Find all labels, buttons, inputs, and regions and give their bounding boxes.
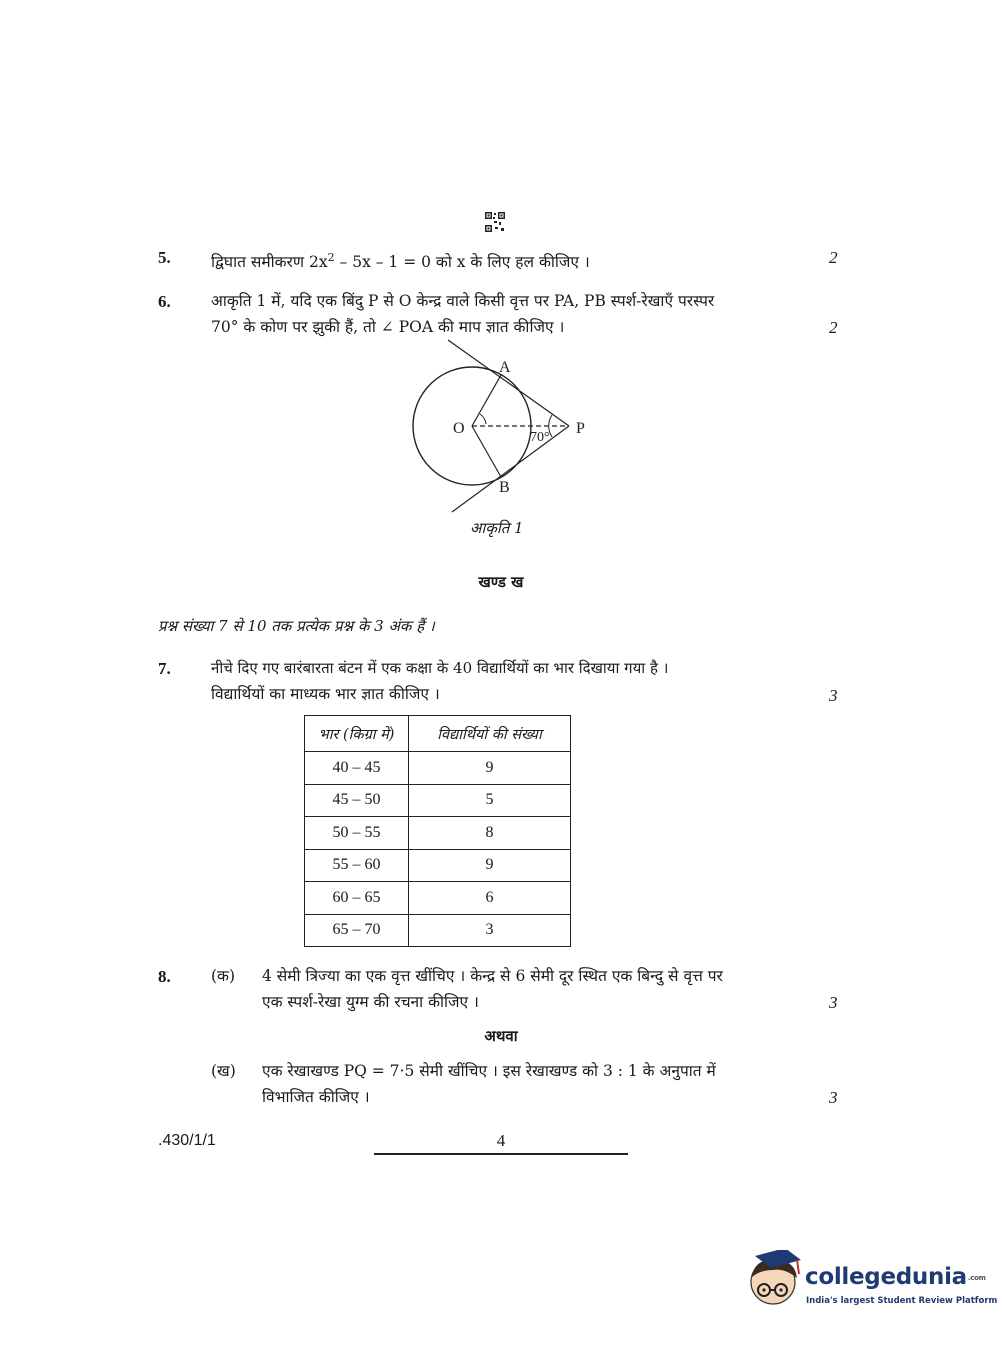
table-cell: 3 xyxy=(409,914,571,947)
section-title: खण्ड ख xyxy=(478,573,524,591)
q5-text-before: द्विघात समीकरण 2x xyxy=(211,253,328,272)
table-row xyxy=(305,752,571,785)
table-header-row xyxy=(305,716,571,752)
table-header: भार (किग्रा में) xyxy=(305,716,409,752)
table-cell: 45 – 50 xyxy=(305,784,409,817)
q7-line1: नीचे दिए गए बारंबारता बंटन में एक कक्षा के 40 विद्यार्थियों का भार दिखाया गया है । xyxy=(211,659,669,677)
label-a: A xyxy=(499,359,511,376)
table-row xyxy=(305,849,571,882)
q7-number: 7. xyxy=(158,659,171,678)
brand-suffix: .com xyxy=(967,1273,986,1282)
q5-text-after: – 5x – 1 = 0 को x के लिए हल कीजिए । xyxy=(334,253,590,272)
table-cell: 9 xyxy=(409,752,571,785)
q5-number: 5. xyxy=(158,248,171,267)
label-o: O xyxy=(453,420,465,437)
q7-line2: विद्यार्थियों का माध्यक भार ज्ञात कीजिए । xyxy=(211,685,440,703)
radius-ob xyxy=(472,426,501,477)
table-cell: 40 – 45 xyxy=(305,752,409,785)
tangent-pa xyxy=(448,340,569,426)
figure-1 xyxy=(400,335,600,515)
radius-oa xyxy=(472,375,501,426)
label-p: P xyxy=(576,420,585,437)
q8-number: 8. xyxy=(158,967,171,986)
q6-line2: 70° के कोण पर झुकी हैं, तो ∠ POA की माप ज्ञात कीजिए । xyxy=(211,318,565,336)
q6-number: 6. xyxy=(158,292,171,311)
table-cell: 8 xyxy=(409,817,571,850)
section-instruction: प्रश्न संख्या 7 से 10 तक प्रत्येक प्रश्न के 3 अंक हैं । xyxy=(158,617,435,635)
brand-tagline: India's largest Student Review Platform xyxy=(806,1296,998,1306)
frequency-table xyxy=(304,715,571,947)
table-row xyxy=(305,784,571,817)
q8-b-line1: एक रेखाखण्ड PQ = 7·5 सेमी खींचिए । इस रेखाखण्ड को 3 : 1 के अनुपात में xyxy=(262,1062,716,1080)
table-row xyxy=(305,914,571,947)
brand-logo xyxy=(745,1250,998,1320)
brand-name-text: collegedunia xyxy=(805,1264,967,1290)
table-cell: 60 – 65 xyxy=(305,882,409,915)
table-cell: 65 – 70 xyxy=(305,914,409,947)
angle-arc-o xyxy=(480,414,486,424)
qr-code xyxy=(485,212,505,232)
table-cell: 9 xyxy=(409,849,571,882)
angle-label: 70° xyxy=(530,430,550,445)
q8-a-line1: 4 सेमी त्रिज्या का एक वृत्त खींचिए । केन्द्र से 6 सेमी दूर स्थित एक बिन्दु से वृत्त पर xyxy=(262,967,723,985)
q6-line1: आकृति 1 में, यदि एक बिंदु P से O केन्द्र वाले किसी वृत्त पर PA, PB स्पर्श-रेखाएँ परस्पर xyxy=(211,292,715,310)
table-cell: 55 – 60 xyxy=(305,849,409,882)
q5-text xyxy=(211,244,590,276)
table-row xyxy=(305,817,571,850)
footer-rule xyxy=(374,1153,628,1155)
or-divider: अथवा xyxy=(484,1027,518,1045)
q8-b-marks: 3 xyxy=(829,1088,838,1107)
mascot-icon xyxy=(745,1250,803,1312)
table-cell: 5 xyxy=(409,784,571,817)
q8-a-label: (क) xyxy=(211,967,235,985)
table-cell: 6 xyxy=(409,882,571,915)
q6-marks: 2 xyxy=(829,318,838,337)
table-cell: 50 – 55 xyxy=(305,817,409,850)
tangent-pb xyxy=(452,426,569,512)
brand-name xyxy=(805,1264,986,1290)
paper-code: .430/1/1 xyxy=(158,1132,216,1149)
table-header: विद्यार्थियों की संख्या xyxy=(409,716,571,752)
q5-marks: 2 xyxy=(829,248,838,267)
q8-b-line2: विभाजित कीजिए । xyxy=(262,1088,370,1106)
label-b: B xyxy=(499,479,510,496)
q5-sup: 2 xyxy=(327,251,335,264)
table-row xyxy=(305,882,571,915)
page-number: 4 xyxy=(496,1131,506,1150)
figure-caption: आकृति 1 xyxy=(470,519,524,537)
q8-b-label: (ख) xyxy=(211,1062,236,1080)
q8-a-line2: एक स्पर्श-रेखा युग्म की रचना कीजिए । xyxy=(262,993,479,1011)
q8-a-marks: 3 xyxy=(829,993,838,1012)
q7-marks: 3 xyxy=(829,686,838,705)
